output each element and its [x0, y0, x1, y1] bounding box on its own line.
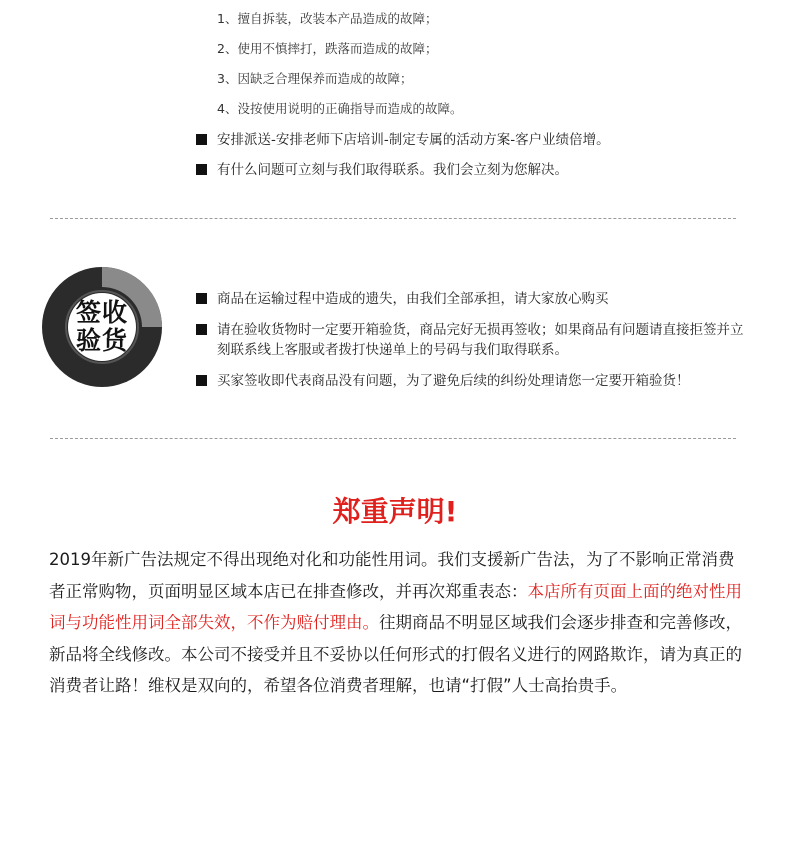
square-bullet-icon [196, 375, 207, 386]
receipt-badge-label: 签收 验货 [75, 298, 128, 355]
dashed-divider [50, 438, 736, 439]
fault-item-4: 4、没按使用说明的正确指导而造成的故障。 [217, 101, 463, 116]
fault-item-3: 3、因缺乏合理保养而造成的故障； [217, 71, 413, 86]
service-bullet-1: 安排派送-安排老师下店培训-制定专属的活动方案-客户业绩倍增。 [196, 128, 610, 148]
receipt-bullet-2: 请在验收货物时一定要开箱验货，商品完好无损再签收；如果商品有问题请直接拒签并立刻联系线上客服或者拨打快递单上的号码与我们取得联系。 [196, 320, 747, 360]
dashed-divider [50, 218, 736, 219]
square-bullet-icon [196, 164, 207, 175]
statement-paragraph: 2019年新广告法规定不得出现绝对化和功能性用词。我们支援新广告法，为了不影响正常消费者正常购物，页面明显区域本店已在排查修改，并再次郑重表态：本店所有页面上面的绝对性用词与功能性用词全部失效，不作为赔付理由。往期商品不明显区域我们会逐步排查和完善修改，新品将全线修改。本公司不接受并且不妥协以任何形式的打假名义进行的网路欺诈，请为真正的消费者让路！维权是双向的，希望各位消费者理解，也请“打假”人士高抬贵手。 [49, 550, 742, 695]
receipt-bullet-3: 买家签收即代表商品没有问题，为了避免后续的纠纷处理请您一定要开箱验货！ [196, 369, 690, 389]
statement-title: 郑重声明! [332, 495, 458, 528]
square-bullet-icon [196, 324, 207, 335]
statement-highlight: 本店所有页面上面的绝对性用词与功能性用词全部失效，不作为赔付理由。 [49, 581, 742, 632]
fault-item-2: 2、使用不慎摔打，跌落而造成的故障； [217, 41, 438, 56]
service-bullet-2: 有什么问题可立刻与我们取得联系。我们会立刻为您解决。 [196, 158, 568, 178]
receipt-bullet-1: 商品在运输过程中造成的遗失，由我们全部承担，请大家放心购买 [196, 287, 609, 307]
square-bullet-icon [196, 134, 207, 145]
fault-item-1: 1、擅自拆装，改装本产品造成的故障； [217, 11, 438, 26]
square-bullet-icon [196, 293, 207, 304]
